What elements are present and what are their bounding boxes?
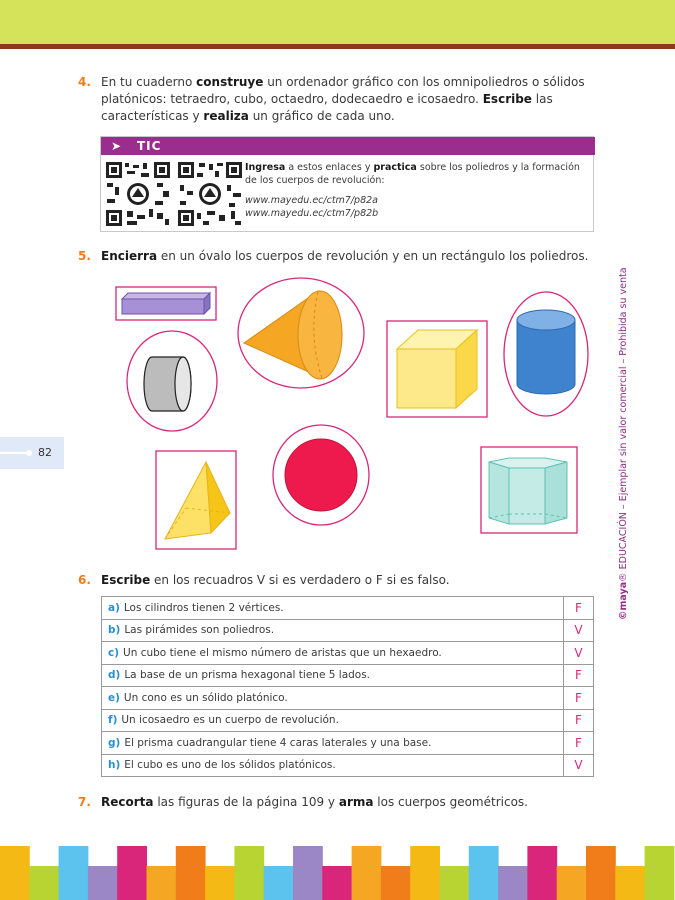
color-stripe bbox=[498, 866, 528, 900]
table-row bbox=[102, 642, 594, 665]
bottom-color-stripes bbox=[0, 846, 675, 900]
question-7-text: Recorta las figuras de la página 109 y arma los cuerpos geométricos. bbox=[101, 795, 528, 809]
sphere-shape bbox=[273, 425, 369, 525]
answer-box[interactable]: F bbox=[564, 709, 594, 732]
rectangular-prism-shape bbox=[116, 287, 216, 320]
question-4-number: 4. bbox=[78, 75, 91, 89]
color-stripe bbox=[352, 846, 382, 900]
color-stripe bbox=[234, 846, 264, 900]
tic-instructions: Ingresa a estos enlaces y practica sobre los poliedros y la formación de los cuerpos de revolución: bbox=[245, 162, 580, 186]
statement-cell: f) Un icosaedro es un cuerpo de revolución. bbox=[102, 709, 564, 732]
answer-box[interactable]: F bbox=[564, 687, 594, 710]
blue-cylinder-shape bbox=[504, 292, 588, 416]
cube-shape bbox=[387, 321, 487, 417]
answer-box[interactable]: V bbox=[564, 619, 594, 642]
statement-cell: d) La base de un prisma hexagonal tiene 5 lados. bbox=[102, 664, 564, 687]
color-stripe bbox=[59, 846, 89, 900]
color-stripe bbox=[264, 866, 294, 900]
page-tab-dot bbox=[26, 450, 32, 456]
color-stripe bbox=[615, 866, 645, 900]
statement-cell: c) Un cubo tiene el mismo número de aristas que un hexaedro. bbox=[102, 642, 564, 665]
color-stripe bbox=[205, 866, 235, 900]
color-stripe bbox=[440, 866, 470, 900]
answer-box[interactable]: F bbox=[564, 597, 594, 620]
color-stripe bbox=[147, 866, 177, 900]
question-7-number: 7. bbox=[78, 795, 91, 809]
question-6-text: Escribe en los recuadros V si es verdadero o F si es falso. bbox=[101, 573, 450, 587]
table-row bbox=[102, 619, 594, 642]
question-5-number: 5. bbox=[78, 249, 91, 263]
statement-cell: a) Los cilindros tienen 2 vértices. bbox=[102, 597, 564, 620]
table-row bbox=[102, 687, 594, 710]
color-stripe bbox=[0, 846, 30, 900]
tic-link-2[interactable]: www.mayedu.ec/ctm7/p82b bbox=[245, 208, 379, 219]
color-stripe bbox=[293, 846, 323, 900]
color-stripe bbox=[322, 866, 352, 900]
question-5-text: Encierra en un óvalo los cuerpos de revolución y en un rectángulo los poliedros. bbox=[101, 249, 589, 263]
copyright-side-text: ©maya® EDUCACIÓN – Ejemplar sin valor comercial – Prohibida su venta bbox=[618, 267, 629, 620]
question-7 bbox=[78, 794, 598, 810]
statement-cell: h) El cubo es uno de los sólidos platónicos. bbox=[102, 754, 564, 777]
question-6-number: 6. bbox=[78, 573, 91, 587]
table-row bbox=[102, 664, 594, 687]
statement-cell: g) El prisma cuadrangular tiene 4 caras laterales y una base. bbox=[102, 732, 564, 755]
color-stripe bbox=[117, 846, 147, 900]
hexagonal-prism-shape bbox=[481, 447, 577, 533]
color-stripe bbox=[88, 866, 118, 900]
cone-shape bbox=[238, 278, 364, 388]
tic-link-1[interactable]: www.mayedu.ec/ctm7/p82a bbox=[245, 195, 378, 206]
answer-box[interactable]: V bbox=[564, 642, 594, 665]
color-stripe bbox=[557, 866, 587, 900]
answer-box[interactable]: F bbox=[564, 664, 594, 687]
color-stripe bbox=[469, 846, 499, 900]
question-6 bbox=[78, 572, 598, 588]
color-stripe bbox=[29, 866, 59, 900]
page-number: 82 bbox=[38, 446, 52, 459]
tic-label: TIC bbox=[137, 139, 162, 153]
statement-cell: e) Un cono es un sólido platónico. bbox=[102, 687, 564, 710]
color-stripe bbox=[410, 846, 440, 900]
pyramid-shape bbox=[156, 451, 236, 549]
statement-cell: b) Las pirámides son poliedros. bbox=[102, 619, 564, 642]
question-4-text: En tu cuaderno construye un ordenador gráfico con los omnipoliedros o sólidos platónicos: tetraedro, cubo, octaedro, dodecaedro e icosaedro. Escribe las características y realiza un gráfico de cada uno. bbox=[101, 75, 585, 123]
gray-cylinder-shape bbox=[127, 331, 217, 431]
color-stripe bbox=[645, 846, 675, 900]
table-row bbox=[102, 597, 594, 620]
rocket-icon: ➤ bbox=[111, 139, 122, 153]
true-false-table bbox=[101, 596, 594, 777]
table-row bbox=[102, 709, 594, 732]
table-row bbox=[102, 732, 594, 755]
answer-box[interactable]: V bbox=[564, 754, 594, 777]
table-row bbox=[102, 754, 594, 777]
color-stripe bbox=[176, 846, 206, 900]
answer-box[interactable]: F bbox=[564, 732, 594, 755]
color-stripe bbox=[381, 866, 411, 900]
color-stripe bbox=[586, 846, 616, 900]
color-stripe bbox=[527, 846, 557, 900]
